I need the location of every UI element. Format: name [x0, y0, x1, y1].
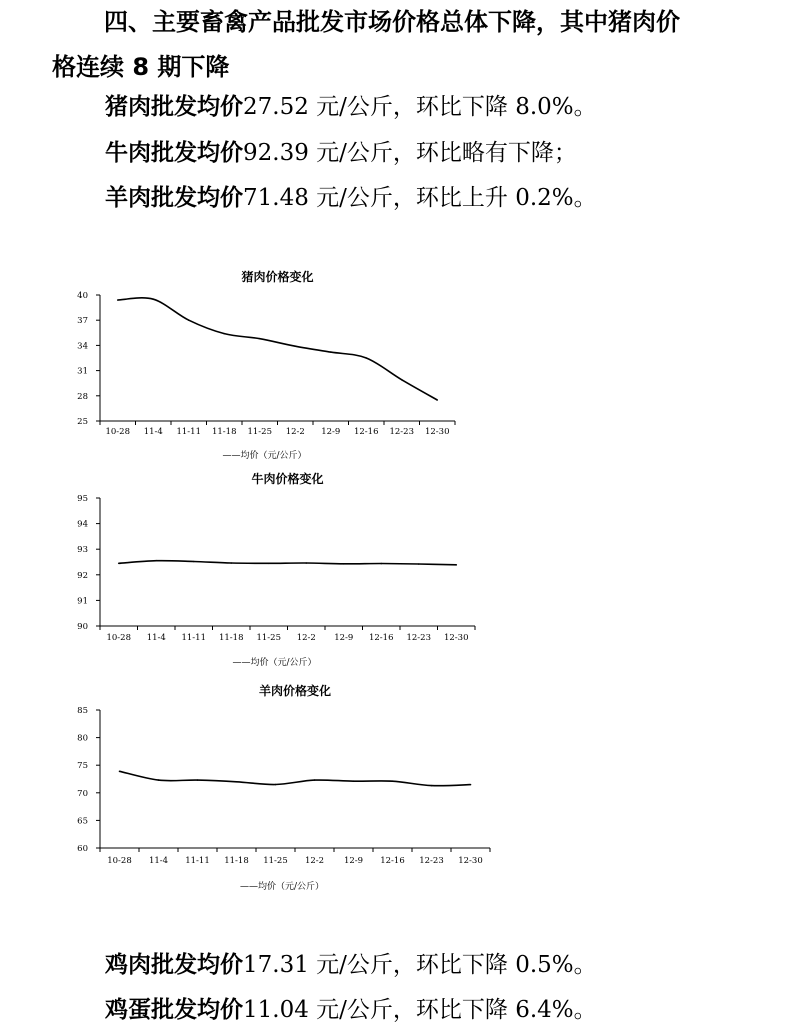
chicken-price-paragraph	[105, 950, 597, 980]
y-tick-label: 40	[77, 291, 88, 301]
x-tick-label: 11-11	[185, 856, 210, 866]
mutton-price-text: 71.48 元/公斤，环比上升 0.2%。	[243, 185, 597, 211]
data-point	[155, 560, 157, 562]
data-point	[294, 345, 296, 347]
data-point	[188, 319, 190, 321]
data-point	[305, 562, 307, 564]
data-point	[470, 784, 472, 786]
x-tick-label: 10-28	[106, 633, 132, 643]
chart-title: 猪肉价格变化	[241, 270, 314, 284]
x-tick-label: 11-4	[148, 856, 169, 866]
series-line	[119, 561, 457, 565]
x-tick-label: 12-2	[304, 856, 325, 866]
y-tick-label: 90	[77, 622, 88, 632]
data-point	[392, 780, 394, 782]
chart-title: 牛肉价格变化	[251, 472, 324, 486]
x-tick-label: 12-2	[296, 633, 316, 643]
data-point	[401, 379, 403, 381]
y-tick-label: 85	[77, 706, 88, 716]
data-point	[268, 562, 270, 564]
y-tick-label: 60	[77, 844, 88, 854]
egg-price-text: 11.04 元/公斤，环比下降 6.4%。	[243, 997, 597, 1023]
data-point	[193, 561, 195, 563]
mutton-price-label: 羊肉批发均价	[105, 185, 243, 211]
x-tick-label: 11-25	[256, 633, 282, 643]
data-point	[353, 780, 355, 782]
series-line	[120, 771, 471, 785]
x-tick-label: 12-9	[321, 427, 341, 437]
y-tick-label: 91	[77, 596, 88, 607]
data-point	[236, 781, 238, 783]
y-tick-label: 80	[77, 733, 88, 744]
data-point	[314, 779, 316, 781]
y-tick-label: 95	[77, 494, 88, 504]
x-tick-label: 12-23	[389, 427, 415, 437]
x-tick-label: 11-25	[263, 856, 288, 866]
y-tick-label: 94	[77, 519, 88, 530]
mutton-price-paragraph	[105, 183, 597, 213]
mutton-price-chart	[0, 682, 510, 894]
y-tick-label: 28	[77, 391, 88, 402]
x-tick-label: 11-4	[143, 427, 163, 437]
y-tick-label: 70	[77, 788, 88, 799]
legend-entry: ——均价（元/公斤）	[232, 658, 317, 668]
data-point	[152, 298, 154, 300]
x-tick-label: 10-28	[105, 427, 131, 437]
heading-line-2: 格连续 8 期下降	[52, 53, 230, 81]
x-tick-label: 12-16	[368, 633, 394, 643]
y-tick-label: 93	[77, 545, 88, 556]
pork-price-paragraph	[105, 92, 597, 122]
heading-line-1: 四、主要畜禽产品批发市场价格总体下降，其中猪肉价	[104, 8, 680, 36]
data-point	[119, 770, 121, 772]
x-tick-label: 11-4	[146, 633, 166, 643]
beef-price-text: 92.39 元/公斤，环比略有下降；	[243, 140, 577, 166]
x-tick-label: 12-23	[419, 856, 444, 866]
x-tick-label: 12-16	[380, 856, 405, 866]
legend-entry: ——均价（元/公斤）	[222, 451, 307, 461]
x-tick-label: 11-18	[218, 633, 244, 643]
data-point	[380, 563, 382, 565]
section-heading	[52, 0, 772, 90]
x-tick-label: 11-18	[224, 856, 249, 866]
data-point	[455, 564, 457, 566]
data-point	[158, 779, 160, 781]
x-tick-label: 10-28	[107, 856, 132, 866]
chart-title: 羊肉价格变化	[258, 684, 332, 698]
data-point	[418, 563, 420, 565]
data-point	[330, 351, 332, 353]
x-tick-label: 12-30	[443, 633, 469, 643]
y-tick-label: 34	[77, 341, 88, 352]
series-line	[118, 298, 438, 400]
data-point	[230, 562, 232, 564]
y-tick-label: 25	[77, 417, 88, 427]
x-tick-label: 12-30	[458, 856, 483, 866]
x-tick-label: 11-11	[181, 633, 207, 643]
x-tick-label: 12-16	[353, 427, 379, 437]
egg-price-paragraph	[105, 995, 597, 1025]
chicken-price-label: 鸡肉批发均价	[105, 952, 243, 978]
x-tick-label: 12-2	[285, 427, 305, 437]
x-tick-label: 12-30	[424, 427, 450, 437]
egg-price-label: 鸡蛋批发均价	[105, 997, 243, 1023]
y-tick-label: 37	[77, 316, 88, 327]
x-tick-label: 11-11	[176, 427, 202, 437]
pork-price-chart	[0, 262, 470, 467]
x-tick-label: 11-18	[211, 427, 237, 437]
x-tick-label: 12-23	[406, 633, 432, 643]
data-point	[343, 563, 345, 565]
data-point	[259, 338, 261, 340]
x-tick-label: 12-9	[334, 633, 354, 643]
data-point	[275, 784, 277, 786]
y-tick-label: 92	[77, 570, 88, 581]
beef-price-chart	[0, 470, 490, 675]
data-point	[118, 562, 120, 564]
x-tick-label: 11-25	[247, 427, 273, 437]
chicken-price-text: 17.31 元/公斤，环比下降 0.5%。	[243, 952, 597, 978]
data-point	[197, 779, 199, 781]
y-tick-label: 31	[77, 366, 88, 377]
y-tick-label: 65	[77, 816, 88, 827]
data-point	[223, 333, 225, 335]
data-point	[365, 357, 367, 359]
pork-price-text: 27.52 元/公斤，环比下降 8.0%。	[243, 94, 597, 120]
y-tick-label: 75	[77, 761, 88, 772]
beef-price-label: 牛肉批发均价	[105, 140, 243, 166]
pork-price-label: 猪肉批发均价	[105, 94, 243, 120]
beef-price-paragraph	[105, 138, 577, 168]
data-point	[431, 785, 433, 787]
x-tick-label: 12-9	[343, 856, 364, 866]
data-point	[436, 399, 438, 401]
data-point	[117, 299, 119, 301]
legend-entry: ——均价（元/公斤）	[240, 882, 325, 892]
